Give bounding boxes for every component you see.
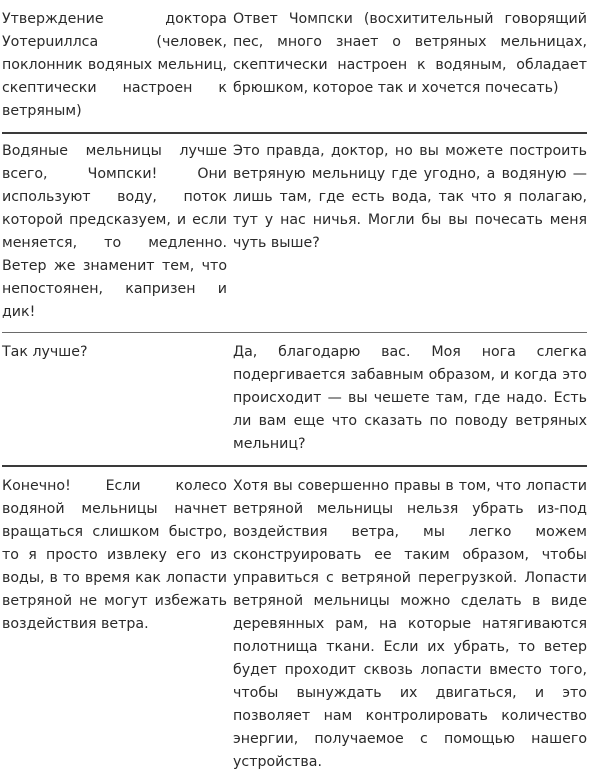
row-left-text: Конечно! Если колесо водяной мельницы начнет вращаться слишком быстро, то я просто извлеку его из воды, в то время как лопасти ветряной не могут избежать воздействия ветра.	[2, 478, 227, 632]
table-row	[2, 333, 587, 467]
header-left-text: Утверждение доктора Уотерuиллса (человек, поклонник водяных мельниц, скептически настроен к ветряным)	[2, 11, 227, 119]
row-left-cell	[2, 466, 231, 774]
table-header-row	[2, 8, 587, 133]
row-right-cell	[231, 466, 587, 774]
row-left-text: Водяные мельницы лучше всего, Чомпски! Они используют воду, поток которой предсказуем, и если меняется, то медленно. Ветер же знаменит тем, что непостоянен, капризен и дик!	[2, 143, 227, 320]
row-right-text: Да, благодарю вас. Моя нога слегка подергивается забавным образом, и когда это происходит — вы чешете там, где надо. Есть ли вам еще что сказать по поводу ветряных мельниц?	[233, 344, 587, 452]
header-right-cell	[231, 8, 587, 133]
row-left-cell	[2, 133, 231, 333]
row-right-text: Это правда, доктор, но вы можете построить ветряную мельницу где угодно, а водяную — лишь там, где есть вода, так что я полагаю, тут у нас ничья. Могли бы вы почесать меня чуть выше?	[233, 143, 587, 251]
row-left-text: Так лучше?	[2, 344, 88, 360]
dialogue-table	[2, 8, 587, 774]
header-right-text: Ответ Чомпски (восхитительный говорящий пес, много знает о ветряных мельницах, скептически настроен к водяным, обладает брюшком, которое так и хочется почесать)	[233, 11, 587, 96]
header-left-cell	[2, 8, 231, 133]
table-row	[2, 466, 587, 774]
row-right-cell	[231, 133, 587, 333]
row-right-text: Хотя вы совершенно правы в том, что лопасти ветряной мельницы нельзя убрать из-под воздействия ветра, мы легко можем сконструировать ее таким образом, чтобы управиться с ветряной перегрузкой. Лопасти ветряной мельницы можно сделать в виде деревянных рам, на которые натягиваются полотнища ткани. Если их убрать, то ветер будет проходит сквозь лопасти вместо того, чтобы вынуждать их двигаться, и это позволяет нам контролировать количество энергии, получаемое с помощью нашего устройства.	[233, 478, 587, 770]
table-row	[2, 133, 587, 333]
row-right-cell	[231, 333, 587, 467]
row-left-cell	[2, 333, 231, 467]
